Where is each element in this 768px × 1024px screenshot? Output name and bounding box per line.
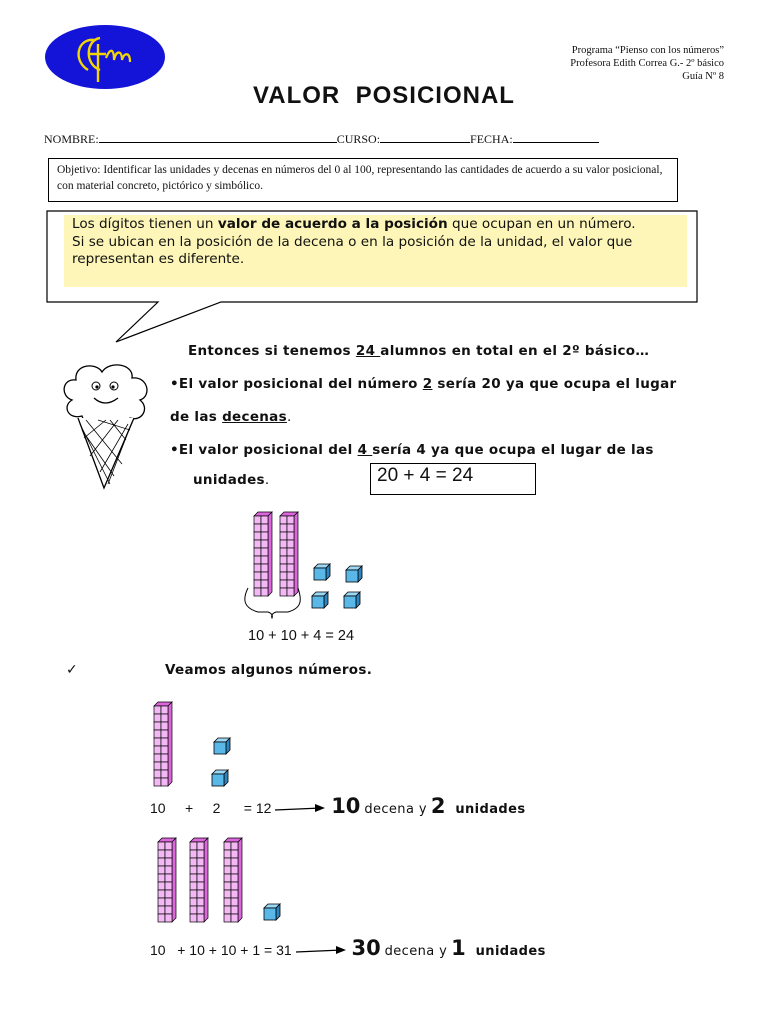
bubble-text-line2: Si se ubican en la posición de la decena o en la posición de la unidad, el valor que representan es diferente. bbox=[72, 233, 633, 267]
blocks-12 bbox=[150, 700, 240, 800]
example-word: decena y bbox=[384, 944, 448, 959]
name-field[interactable] bbox=[99, 130, 337, 143]
teacher-name: Profesora Edith Correa G.- 2º básico bbox=[570, 58, 724, 69]
unit-cube bbox=[346, 566, 362, 582]
check-icon: ✓ bbox=[66, 662, 78, 678]
bubble-text-c: que ocupan en un número. bbox=[447, 216, 636, 232]
school-logo bbox=[44, 24, 166, 90]
example-word: decena y bbox=[364, 802, 427, 817]
text-underlined: 24 bbox=[355, 343, 381, 359]
text: ya que ocupa el lugar de las bbox=[426, 442, 654, 458]
explanation-line-1 bbox=[188, 343, 649, 359]
example-tens: 30 bbox=[351, 936, 381, 960]
ten-rod bbox=[190, 838, 208, 922]
objective-box: Objetivo: Identificar las unidades y decenas en números del 0 al 100, representando las cantidades de acuerdo a su valor posicional, con material concreto, pictórico y simbólico. bbox=[48, 158, 678, 202]
text: . bbox=[264, 472, 270, 488]
text: sería bbox=[432, 376, 482, 392]
example-word: unidades bbox=[455, 802, 526, 817]
unit-cube bbox=[214, 738, 230, 754]
text: ya que ocupa el lugar bbox=[500, 376, 677, 392]
example-units: 2 bbox=[430, 794, 446, 818]
text: . bbox=[286, 409, 292, 425]
explanation-line-4 bbox=[170, 442, 654, 458]
unit-cube bbox=[312, 592, 328, 608]
example-expression: 10 + 2 = 12 bbox=[150, 800, 272, 816]
arrow-icon bbox=[296, 945, 348, 957]
program-name: Programa “Pienso con los números” bbox=[571, 45, 724, 56]
page-title: VALOR POSICIONAL bbox=[253, 82, 515, 109]
text-underlined: decenas bbox=[222, 409, 287, 425]
arrow-icon bbox=[275, 803, 327, 815]
example-row-2 bbox=[150, 936, 546, 960]
example-tens: 10 bbox=[331, 794, 361, 818]
text: •El valor posicional del número bbox=[170, 376, 423, 392]
unit-cube bbox=[314, 564, 330, 580]
text: 20 bbox=[481, 376, 501, 392]
equation-box: 20 + 4 = 24 bbox=[370, 463, 536, 495]
guide-number: Guía Nº 8 bbox=[682, 71, 724, 82]
text: 4 bbox=[416, 442, 427, 458]
section-heading: Veamos algunos números. bbox=[165, 662, 373, 678]
explanation-line-2 bbox=[170, 376, 676, 392]
blocks-31 bbox=[150, 834, 300, 934]
ten-rod bbox=[154, 702, 172, 786]
example-row-1 bbox=[150, 794, 525, 818]
header-info bbox=[570, 44, 724, 83]
bubble-text bbox=[64, 215, 687, 287]
course-field[interactable] bbox=[380, 130, 470, 143]
explanation-line-3 bbox=[170, 409, 292, 425]
ten-rod bbox=[158, 838, 176, 922]
ten-rod bbox=[224, 838, 242, 922]
text-underlined: 4 bbox=[357, 442, 373, 458]
bubble-text-bold: valor de acuerdo a la posición bbox=[217, 216, 448, 232]
blocks-sum: 10 + 10 + 4 = 24 bbox=[248, 628, 355, 644]
text: de las bbox=[170, 409, 223, 425]
example-word: unidades bbox=[475, 944, 546, 959]
ten-rod bbox=[254, 512, 272, 596]
text-underlined: 2 bbox=[422, 376, 433, 392]
text: alumnos en total en el 2º básico… bbox=[380, 343, 650, 359]
course-label: CURSO: bbox=[336, 132, 381, 146]
bubble-text-a: Los dígitos tienen un bbox=[72, 216, 218, 232]
unit-cube bbox=[344, 592, 360, 608]
text: •El valor posicional del bbox=[170, 442, 358, 458]
logo-mark: Cfm bbox=[44, 24, 47, 25]
text: Entonces si tenemos bbox=[188, 343, 356, 359]
ice-cream-icon bbox=[56, 360, 156, 490]
text: sería bbox=[372, 442, 417, 458]
date-label: FECHA: bbox=[470, 132, 513, 146]
student-fields bbox=[44, 130, 599, 147]
unit-cube bbox=[212, 770, 228, 786]
ten-rod bbox=[280, 512, 298, 596]
date-field[interactable] bbox=[513, 130, 599, 143]
example-expression: 10 + 10 + 10 + 1 = 31 bbox=[150, 942, 292, 958]
blocks-24 bbox=[236, 508, 376, 620]
explanation-line-5 bbox=[193, 472, 269, 488]
example-units: 1 bbox=[451, 936, 466, 960]
name-label: NOMBRE: bbox=[44, 132, 99, 146]
text: unidades bbox=[193, 472, 265, 488]
unit-cube bbox=[264, 904, 280, 920]
